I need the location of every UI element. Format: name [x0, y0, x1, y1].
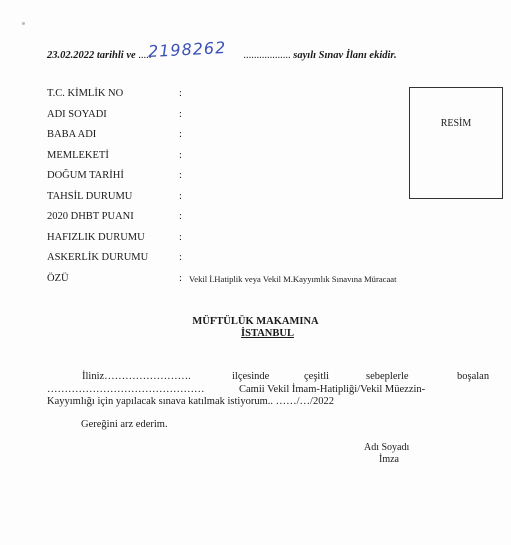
field-label: HAFIZLIK DURUMU	[47, 231, 145, 243]
field-colon: :	[179, 149, 182, 161]
body-line1-b: ilçesinde	[232, 371, 270, 382]
office-title: MÜFTÜLÜK MAKAMINA	[192, 316, 319, 327]
signature-name-label: Adı Soyadı	[364, 442, 410, 453]
body-line1-d: sebeplerle	[366, 371, 409, 382]
closing-text: Gereğini arz ederim.	[81, 419, 168, 430]
field-label: DOĞUM TARİHİ	[47, 170, 124, 181]
body-line2-a: ………………………………………	[47, 383, 205, 395]
header-dots-left: .....	[135, 50, 152, 61]
body-line1-e: boşalan	[457, 371, 490, 382]
office-city: İSTANBUL	[241, 328, 294, 339]
body-line2-b: Camii Vekil İmam-Hatipliği/Vekil Müezzin-	[239, 383, 426, 395]
scan-speck	[22, 22, 25, 25]
header-date-prefix: 23.02.2022 tarihli ve	[47, 50, 136, 61]
field-colon: :	[179, 272, 182, 284]
field-colon: :	[179, 88, 182, 99]
body-line-3	[47, 396, 499, 409]
field-label: 2020 DHBT PUANI	[47, 211, 134, 222]
field-label: ASKERLİK DURUMU	[47, 252, 149, 263]
field-label: MEMLEKETİ	[47, 149, 109, 161]
photo-label: RESİM	[440, 118, 472, 129]
field-label: BABA ADI	[47, 129, 97, 140]
petition-body	[47, 371, 499, 409]
field-label: ÖZÜ	[47, 272, 69, 284]
handwritten-ad-number: 2198262	[147, 37, 227, 62]
field-colon: :	[179, 108, 182, 120]
field-colon: :	[179, 190, 182, 202]
body-line-2	[47, 384, 499, 397]
field-colon: :	[179, 211, 182, 222]
body-line1-a: İliniz…………………….	[82, 371, 191, 382]
field-label: T.C. KİMLİK NO	[47, 88, 124, 99]
header-dots-right: ..................	[243, 50, 291, 61]
body-line3: Kayyımlığı için yapılacak sınava katılmak istiyorum.. ……/…/2022	[47, 396, 334, 407]
field-value-ozu: Vekil İ.Hatiplik veya Vekil M.Kayyımlık Sınavına Müracaat	[189, 273, 397, 284]
field-colon: :	[179, 129, 182, 140]
field-colon: :	[179, 252, 182, 263]
field-label: ADI SOYADI	[47, 108, 107, 120]
signature-sign-label: İmza	[379, 454, 399, 465]
field-colon: :	[179, 231, 182, 243]
body-line1-c: çeşitli	[304, 371, 330, 382]
header-suffix: sayılı Sınav İlanı ekidir.	[293, 50, 397, 61]
field-label: TAHSİL DURUMU	[47, 190, 133, 202]
photo-box	[409, 87, 503, 199]
field-colon: :	[179, 170, 182, 181]
body-line-1	[47, 371, 499, 384]
